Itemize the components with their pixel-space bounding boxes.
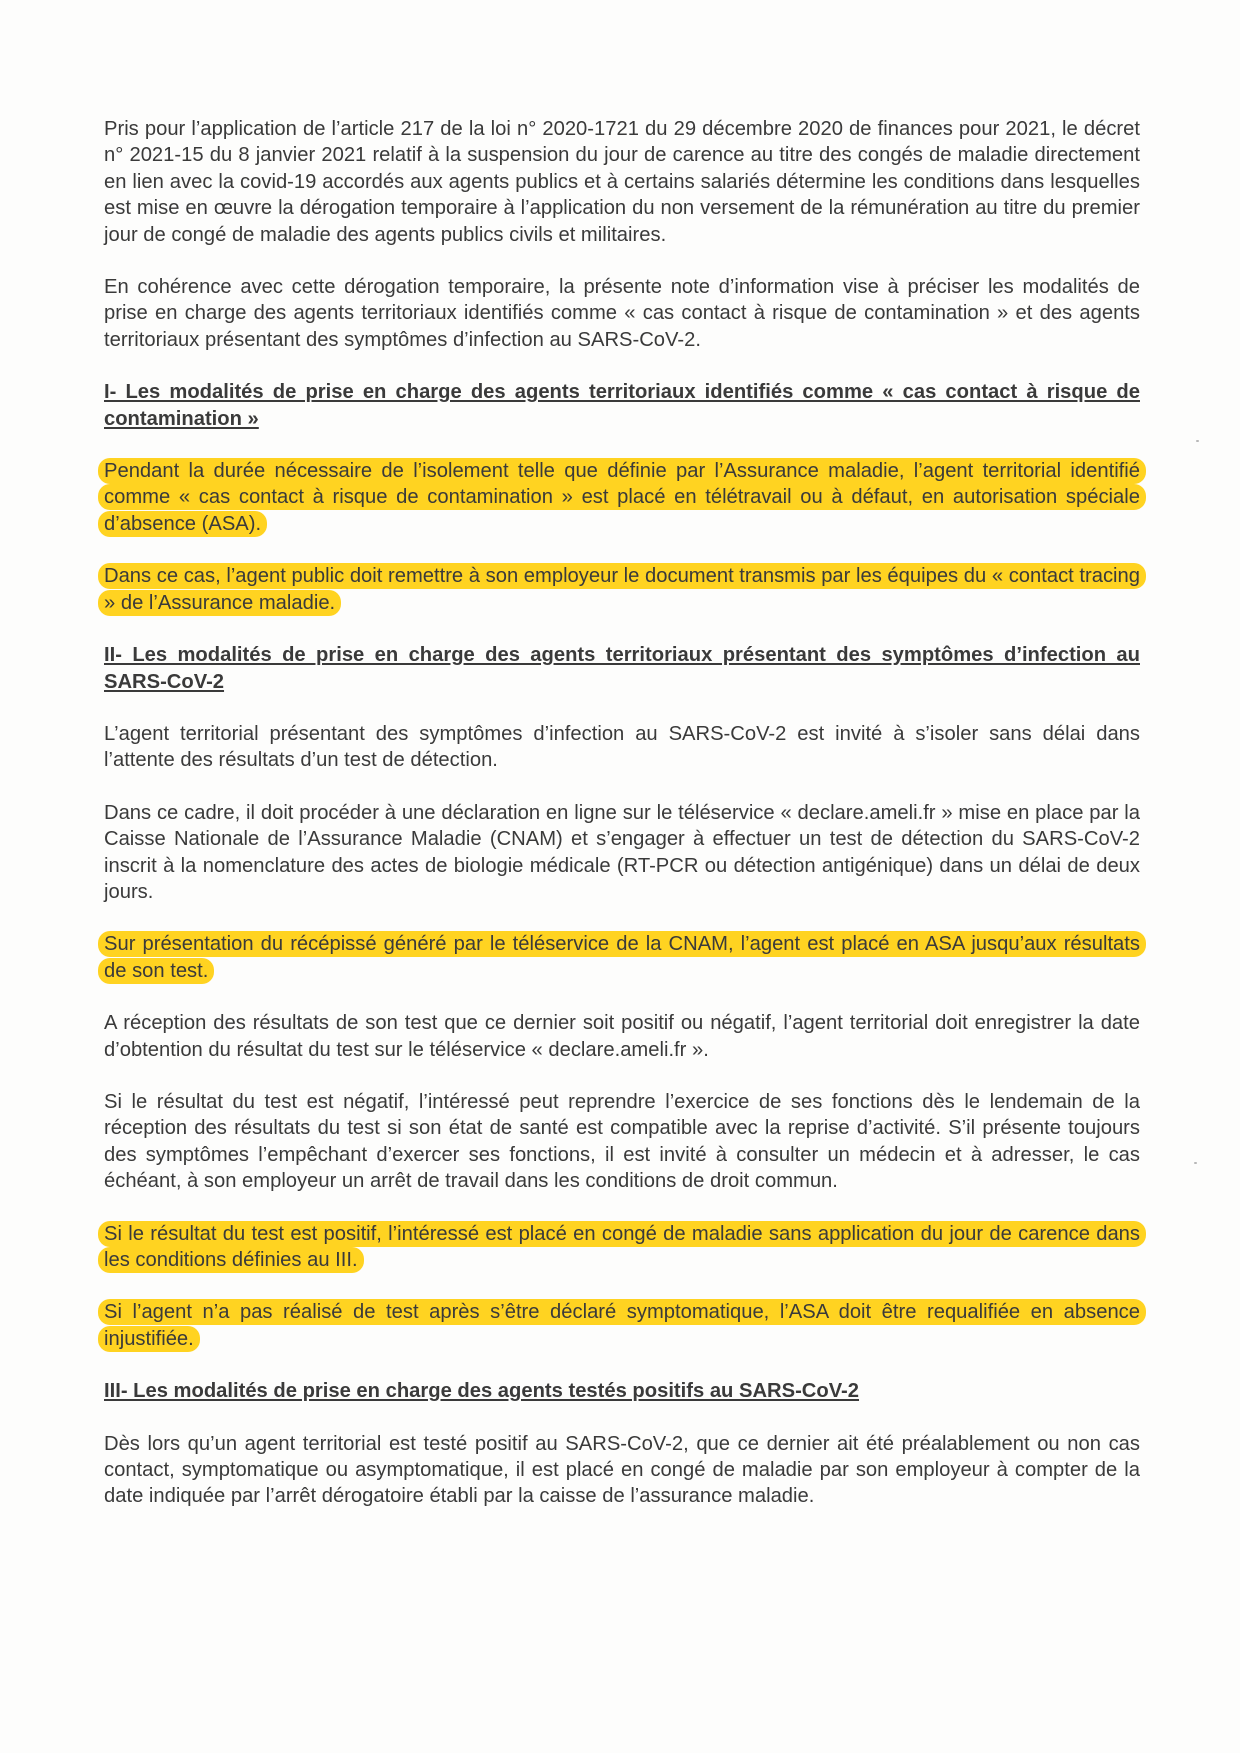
section-3-heading: III- Les modalités de prise en charge des agents testés positifs au SARS-CoV-2 xyxy=(104,1380,860,1403)
section-2-paragraph-1: L’agent territorial présentant des symptômes d’infection au SARS-CoV-2 est invité à s’isoler sans délai dans l’attente des résultats d’un test de détection. xyxy=(104,722,1140,772)
highlighted-text: Dans ce cas, l’agent public doit remettre à son employeur le document transmis par les équipes du « contact tracing » de l’Assurance maladie. xyxy=(98,563,1146,615)
section-1-paragraph-1 xyxy=(104,458,1140,537)
section-2-paragraph-6 xyxy=(104,1221,1140,1274)
highlighted-text: Sur présentation du récépissé généré par le téléservice de la CNAM, l’agent est placé en ASA jusqu’aux résultats de son test. xyxy=(98,931,1146,983)
section-2-paragraph-4: A réception des résultats de son test que ce dernier soit positif ou négatif, l’agent territorial doit enregistrer la date d’obtention du résultat du test sur le téléservice « declare.ameli.fr ». xyxy=(104,1012,1140,1061)
section-2-heading: II- Les modalités de prise en charge des agents territoriaux présentant des symptômes d’infection au SARS-CoV-2 xyxy=(104,644,1140,693)
scan-speck xyxy=(1196,440,1199,442)
intro-paragraph-2: En cohérence avec cette dérogation temporaire, la présente note d’information vise à préciser les modalités de prise en charge des agents territoriaux identifiés comme « cas contact à risque de contamination » et des agents territoriaux présentant des symptômes d’infection au SARS-CoV-2. xyxy=(104,276,1140,351)
scan-speck xyxy=(1194,1162,1197,1164)
section-2-paragraph-7 xyxy=(104,1299,1140,1352)
document-body xyxy=(104,116,1140,1536)
highlighted-text: Si l’agent n’a pas réalisé de test après s’être déclaré symptomatique, l’ASA doit être requalifiée en absence injustifiée. xyxy=(98,1299,1146,1351)
section-1-heading: I- Les modalités de prise en charge des agents territoriaux identifiés comme « cas contact à risque de contamination » xyxy=(104,381,1140,430)
intro-paragraph-1: Pris pour l’application de l’article 217 de la loi n° 2020-1721 du 29 décembre 2020 de finances pour 2021, le décret n° 2021-15 du 8 janvier 2021 relatif à la suspension du jour de carence au titre des congés de maladie directement en lien avec la covid-19 accordés aux agents publics et à certains salariés détermine les conditions dans lesquelles est mise en œuvre la dérogation temporaire à l’application du non versement de la rémunération au titre du premier jour de congé de maladie des agents publics civils et militaires. xyxy=(104,118,1140,246)
section-2-paragraph-2: Dans ce cadre, il doit procéder à une déclaration en ligne sur le téléservice « declare.ameli.fr » mise en place par la Caisse Nationale de l’Assurance Maladie (CNAM) et s’engager à effectuer un test de détection du SARS-CoV-2 inscrit à la nomenclature des actes de biologie médicale (RT-PCR ou détection antigénique) dans un délai de deux jours. xyxy=(104,801,1140,903)
section-2-paragraph-5: Si le résultat du test est négatif, l’intéressé peut reprendre l’exercice de ses fonctions dès le lendemain de la réception des résultats du test si son état de santé est compatible avec la reprise d’activité. S’il présente toujours des symptômes l’empêchant d’exercer ses fonctions, il est invité à consulter un médecin et à adresser, le cas échéant, à son employeur un arrêt de travail dans les conditions de droit commun. xyxy=(104,1090,1140,1193)
highlighted-text: Pendant la durée nécessaire de l’isolement telle que définie par l’Assurance maladie, l’agent territorial identifié comme « cas contact à risque de contamination » est placé en télétravail ou à défaut, en autorisation spéciale d’absence (ASA). xyxy=(98,458,1146,537)
section-1-paragraph-2 xyxy=(104,563,1140,616)
section-3-paragraph-1: Dès lors qu’un agent territorial est testé positif au SARS-CoV-2, que ce dernier ait été préalablement ou non cas contact, symptomatique ou asymptomatique, il est placé en congé de maladie par son employeur à compter de la date indiquée par l’arrêt dérogatoire établi par la caisse de l’assurance maladie. xyxy=(104,1432,1140,1508)
section-2-paragraph-3 xyxy=(104,931,1140,984)
highlighted-text: Si le résultat du test est positif, l’intéressé est placé en congé de maladie sans application du jour de carence dans les conditions définies au III. xyxy=(98,1221,1146,1273)
